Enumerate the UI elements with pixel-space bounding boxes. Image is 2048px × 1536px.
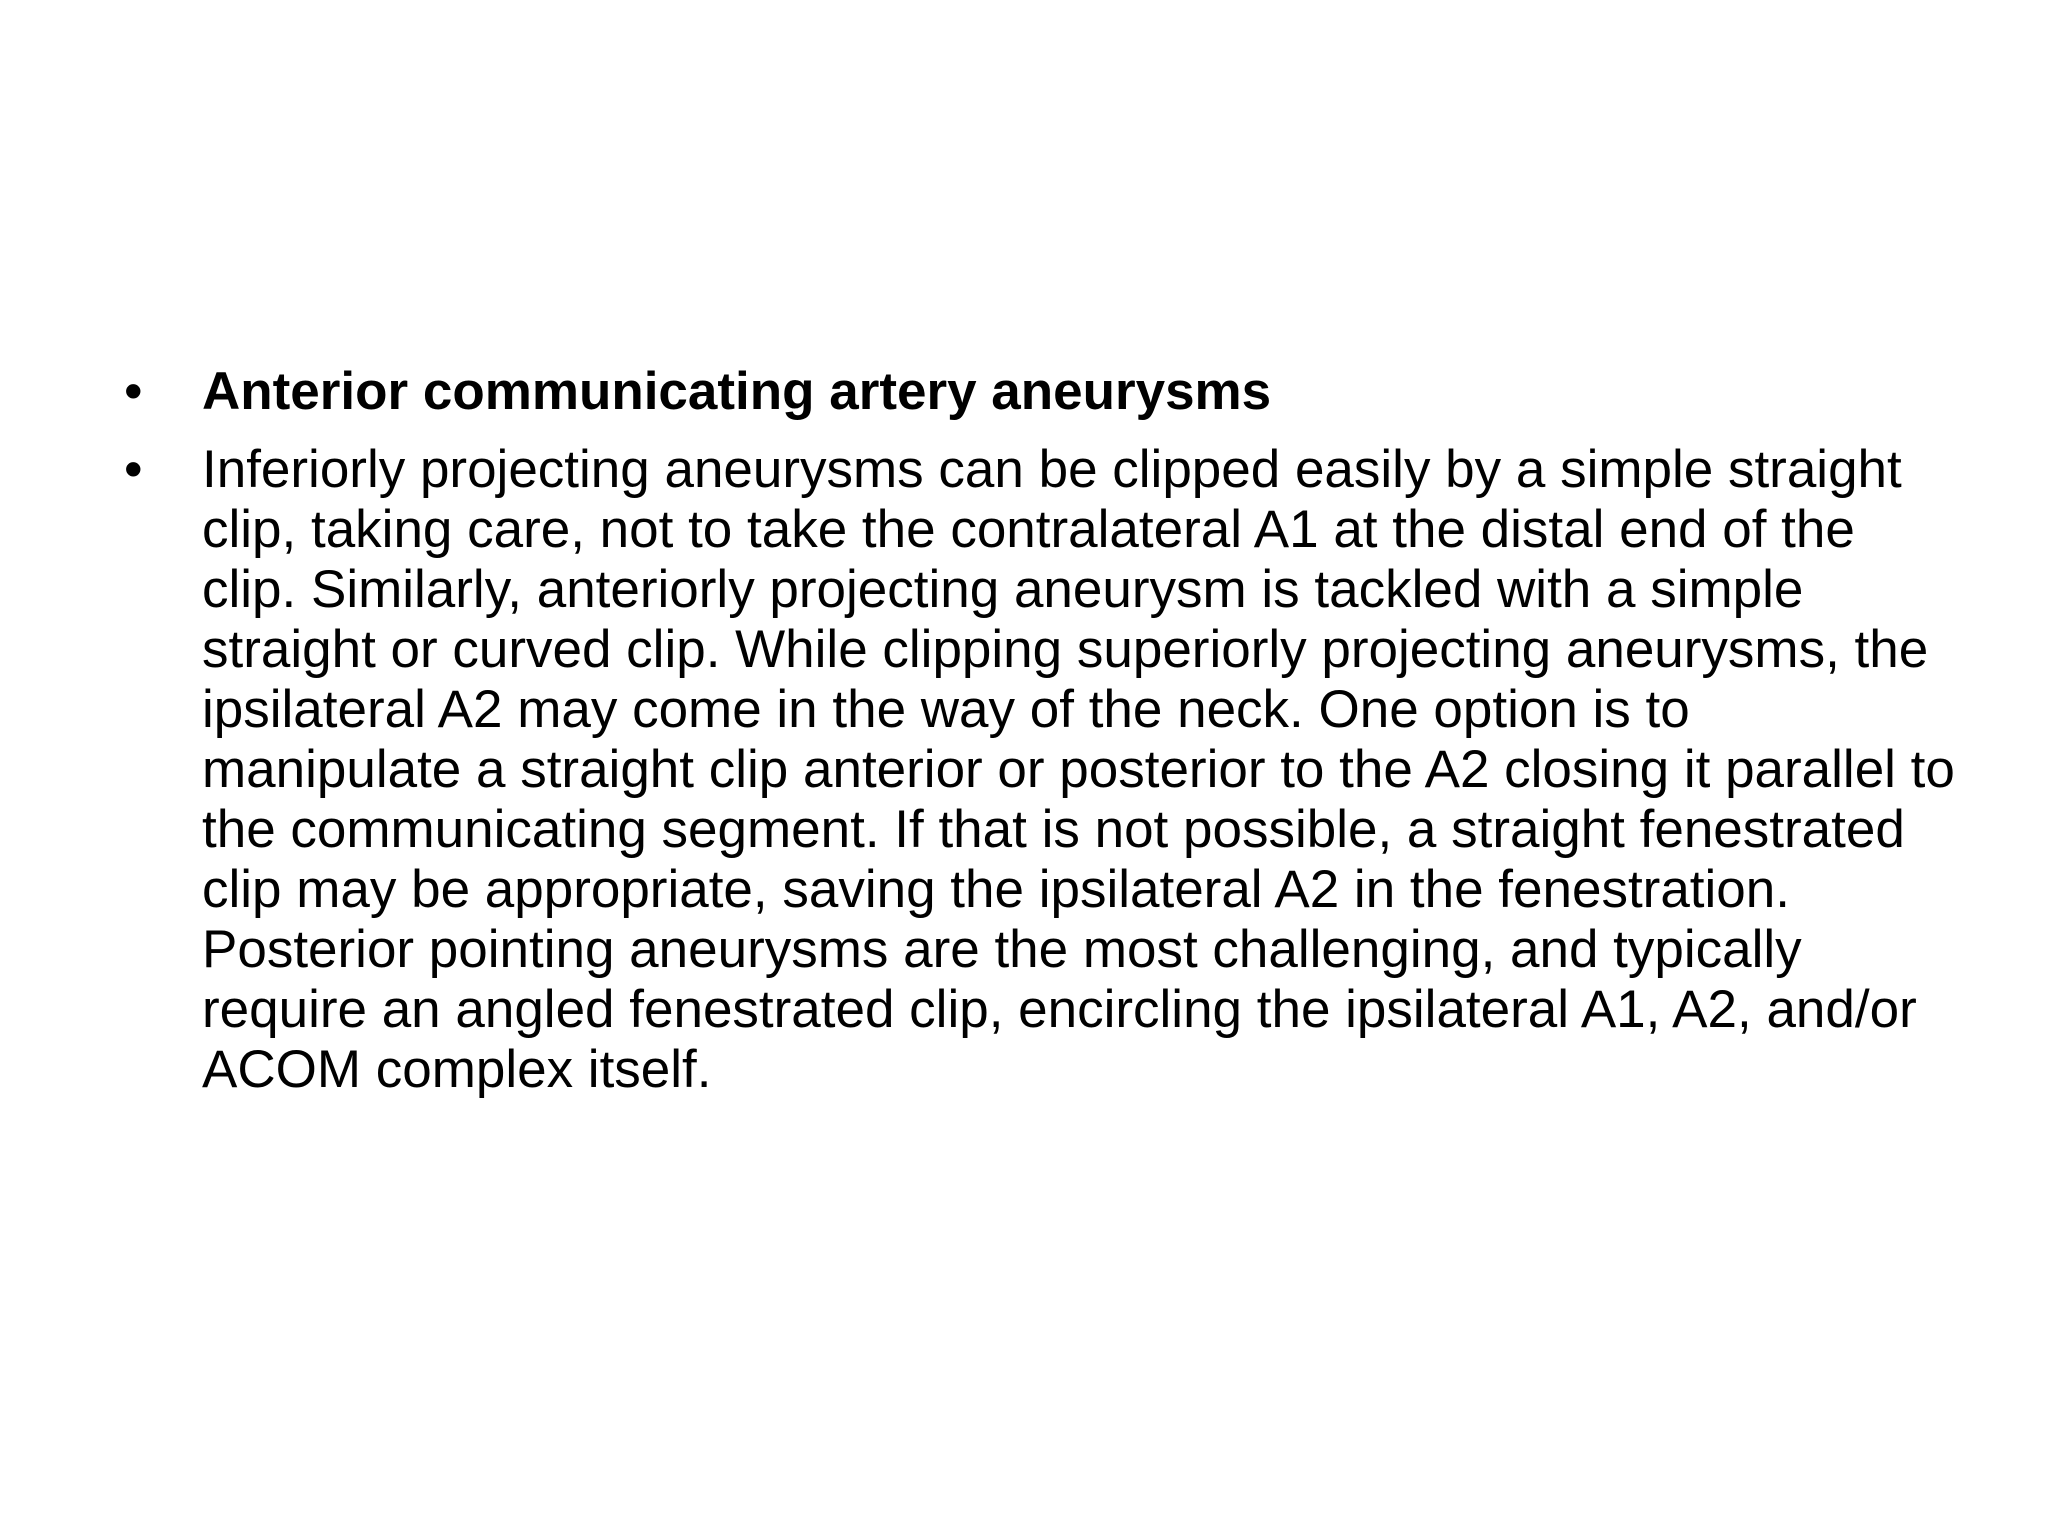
bullet-body-text: Inferiorly projecting aneurysms can be clipped easily by a simple straight clip, taking care, not to take the contralateral A1 at the distal end of the clip. Similarly, anteriorly projecting aneurysm is tackled with a simple straight or curved clip. While clipping superiorly projecting aneurysms, the ipsilateral A2 may come in the way of the neck. One option is to manipulate a straight clip anterior or posterior to the A2 closing it parallel to the communicating segment. If that is not possible, a straight fenestrated clip may be appropriate, saving the ipsilateral A2 in the fenestration. Posterior pointing aneurysms are the most challenging, and typically require an angled fenestrated clip, encircling the ipsilateral A1, A2, and/or ACOM complex itself. [202, 440, 1955, 1099]
bullet-marker: • [124, 362, 143, 421]
bullet-heading-text: Anterior communicating artery aneurysms [202, 362, 1272, 421]
bullet-marker: • [124, 440, 143, 499]
slide-content [120, 362, 1960, 1118]
bullet-body [120, 440, 1960, 1100]
bullet-heading [120, 362, 1960, 422]
